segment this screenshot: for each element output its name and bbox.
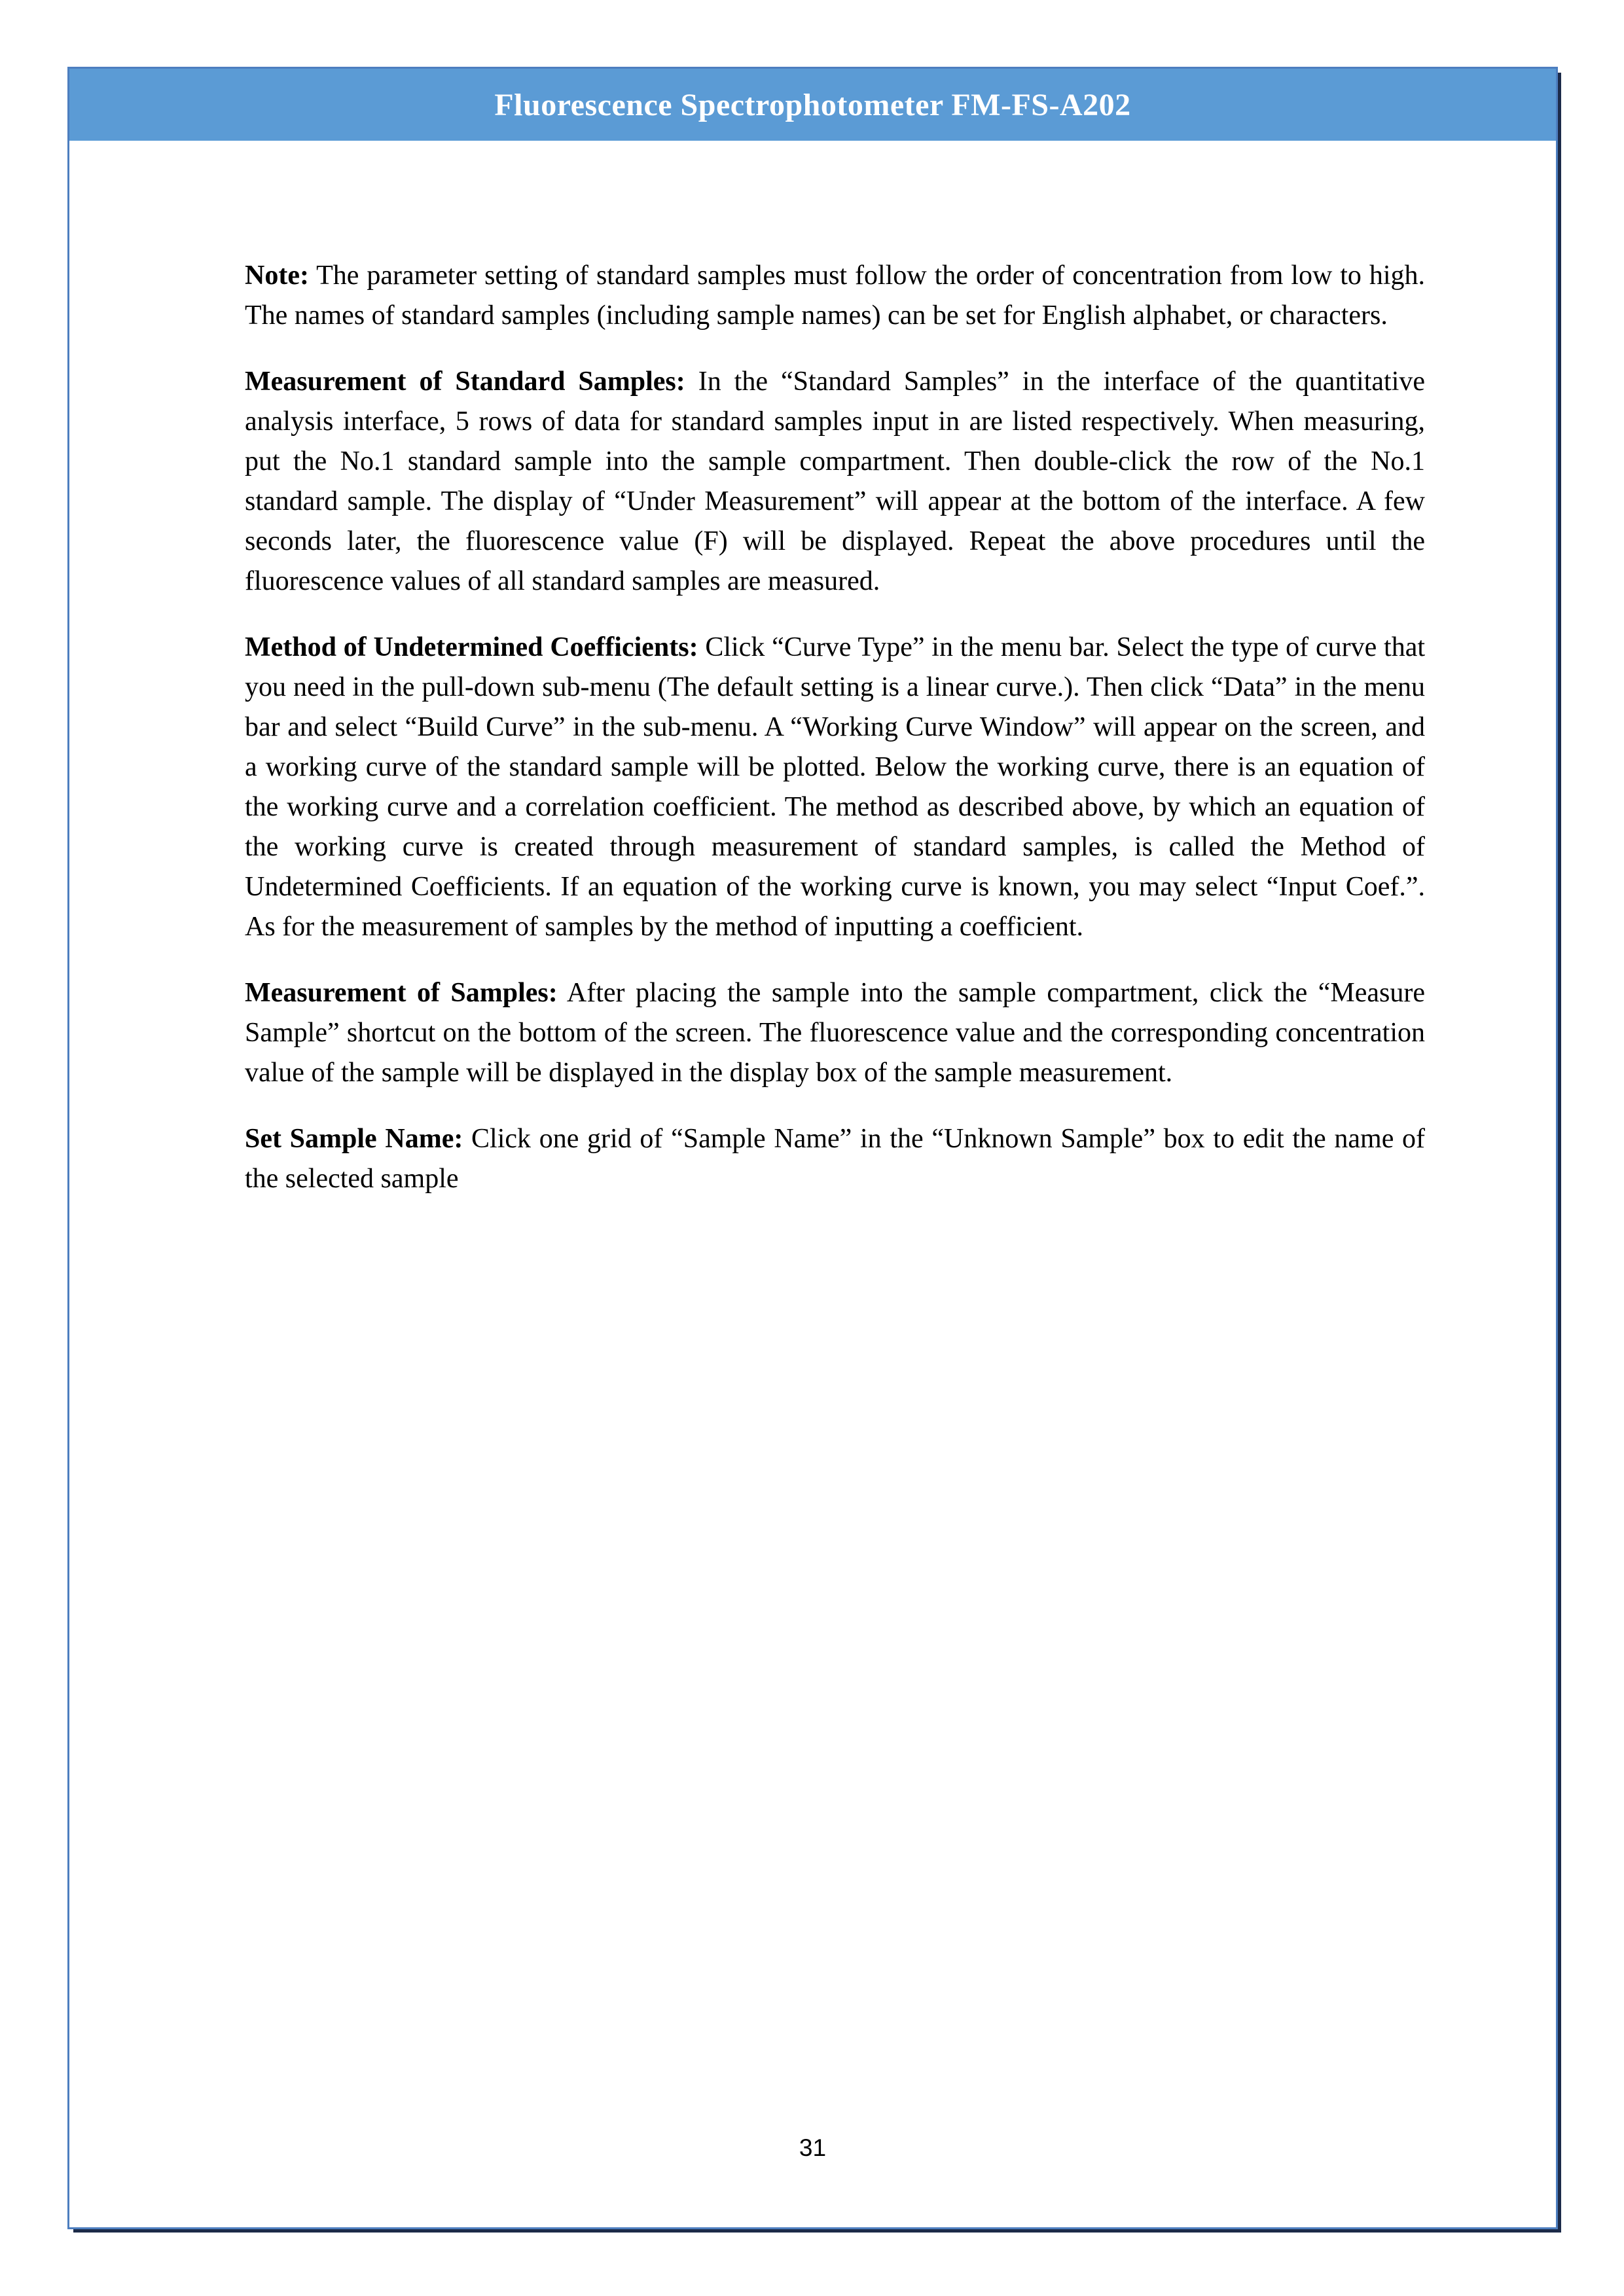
- header-banner: [69, 69, 1556, 141]
- paragraph-set-sample-name-label: Set Sample Name:: [245, 1124, 463, 1154]
- paragraph-measurement-standard-samples-text: In the “Standard Samples” in the interface of the quantitative analysis interface, 5 rows of data for standard samples input in are listed respectively. When measuring, put the No.1 standard sample into the sample compartment. Then double-click the row of the No.1 standard sample. The display of “Under Measurement” will appear at the bottom of the interface. A few seconds later, the fluorescence value (F) will be displayed. Repeat the above procedures until the fluorescence values of all standard samples are measured.: [245, 367, 1426, 596]
- paragraph-method-undetermined-coefficients: [245, 628, 1425, 947]
- paragraph-measurement-standard-samples-label: Measurement of Standard Samples:: [245, 367, 685, 397]
- paragraph-note: [245, 256, 1425, 336]
- paragraph-measurement-of-samples: [245, 973, 1425, 1093]
- paragraph-measurement-of-samples-text: After placing the sample into the sample compartment, click the “Measure Sample” shortcut on the bottom of the screen. The fluorescence value and the corresponding concentration value of the sample will be displayed in the display box of the sample measurement.: [245, 978, 1425, 1088]
- paragraph-measurement-standard-samples: [245, 362, 1425, 601]
- paragraph-set-sample-name: [245, 1119, 1425, 1199]
- paragraph-set-sample-name-text: Click one grid of “Sample Name” in the “Unknown Sample” box to edit the name of the selected sample: [245, 1124, 1426, 1194]
- paragraph-note-text: The parameter setting of standard samples must follow the order of concentration from low to high. The names of standard samples (including sample names) can be set for English alphabet, or characters.: [245, 260, 1425, 331]
- paragraph-measurement-of-samples-label: Measurement of Samples:: [245, 978, 558, 1008]
- page-title: Fluorescence Spectrophotometer FM-FS-A202: [494, 87, 1131, 122]
- paragraph-method-undetermined-coefficients-label: Method of Undetermined Coefficients:: [245, 632, 698, 662]
- page-frame: [67, 67, 1558, 2229]
- page-number: 31: [799, 2134, 827, 2161]
- content-area: [69, 141, 1556, 1199]
- paragraph-note-label: Note:: [245, 260, 309, 291]
- paragraph-method-undetermined-coefficients-text: Click “Curve Type” in the menu bar. Select the type of curve that you need in the pull-down sub-menu (The default setting is a linear curve.). Then click “Data” in the menu bar and select “Build Curve” in the sub-menu. A “Working Curve Window” will appear on the screen, and a working curve of the standard sample will be plotted. Below the working curve, there is an equation of the working curve and a correlation coefficient. The method as described above, by which an equation of the working curve is created through measurement of standard samples, is called the Method of Undetermined Coefficients. If an equation of the working curve is known, you may select “Input Coef.”. As for the measurement of samples by the method of inputting a coefficient.: [245, 632, 1426, 942]
